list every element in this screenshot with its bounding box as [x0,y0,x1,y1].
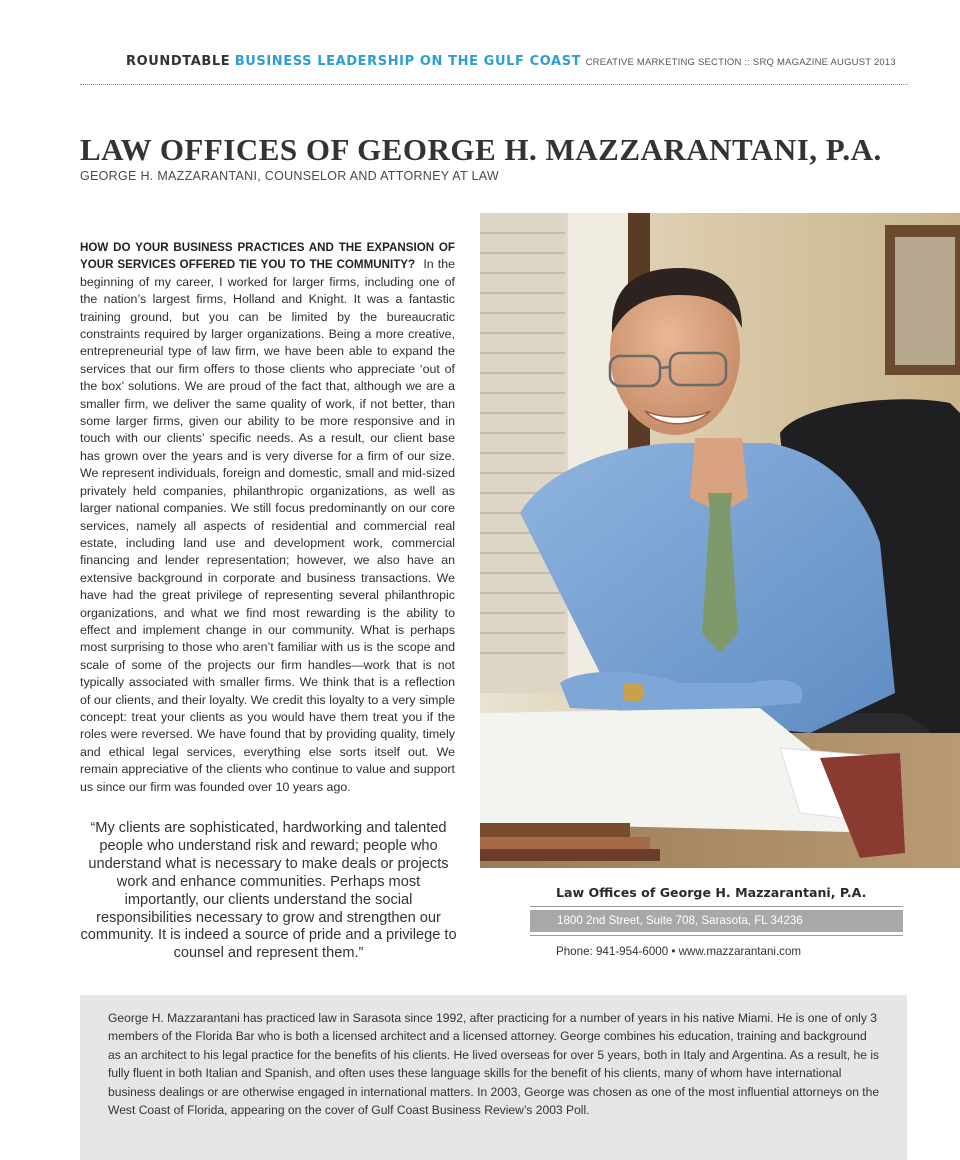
article-subtitle: GEORGE H. MAZZARANTANI, COUNSELOR AND ATTORNEY AT LAW [80,169,499,183]
portrait-photo [480,213,960,868]
bio-box [80,995,907,1160]
phone-website: Phone: 941-954-6000 • www.mazzarantani.com [556,945,802,958]
contact-firm-name: Law Offices of George H. Mazzarantani, P.A. [556,885,867,900]
section-topic: BUSINESS LEADERSHIP ON THE GULF COAST [234,54,582,69]
publication-info: CREATIVE MARKETING SECTION :: SRQ MAGAZINE AUGUST 2013 [585,57,896,68]
pull-quote: “My clients are sophisticated, hardworking and talented people who understand risk and reward; people who understand what is necessary to make deals or projects work and enhance communities. Perhaps most importantly, our clients understand the social responsibilities necessary to grow and strengthen our community. It is indeed a source of pride and a privilege to counsel and represent them.” [80,820,457,962]
interview-question: HOW DO YOUR BUSINESS PRACTICES AND THE EXPANSION OF YOUR SERVICES OFFERED TIE YOU TO THE COMMUNITY? [80,241,455,272]
article-body [80,239,455,796]
bio-text: George H. Mazzarantani has practiced law in Sarasota since 1992, after practicing for a number of years in his native Miami. He is one of only 3 members of the Florida Bar who is both a licensed architect and a licensed attorney. George combines his education, training and background as an architect to his legal practice for the benefits of his clients. He lived overseas for over 5 years, both in Italy and Argentina. As a result, he is fully fluent in both Italian and Spanish, and often uses these language skills for the benefit of his clients, many of whom have international business dealings or are otherwise engaged in international matters. In 2003, George was chosen as one of the most influential attorneys on the West Coast of Florida, appearing on the cover of Gulf Coast Business Review’s 2003 Poll. [108,1011,880,1118]
firm-address: 1800 2nd Street, Suite 708, Sarasota, FL 34236 [530,910,903,932]
page-header [126,52,896,70]
address-bar [530,906,903,936]
header-divider [80,84,908,85]
interview-answer: In the beginning of my career, I worked for larger firms, including one of the nation’s largest firms, Holland and Knight. It was a fantastic training ground, but you can be limited by the bureaucratic constraints required by larger organizations. Being a more creative, entrepreneurial type of law firm, we have been able to expand the services that our firm offers to those clients who appreciate ‘out of the box’ solutions. We are proud of the fact that, although we are a smaller firm, we deliver the same quality of work, if not better, than some larger firms, given our ability to be more responsive and in touch with our clients’ specific needs. As a result, our client base has grown over the years and is very diverse for a firm of our size. We represent individuals, foreign and domestic, small and mid-sized privately held companies, philanthropic organizations, as well as larger national companies. We still focus predominantly on our core services, namely all aspects of residential and commercial real estate, including land use and development work, commercial financing and lender representation; however, we also have an extensive background in corporate and business transactions. We have had the great privilege of representing several philanthropic organizations, and what we find most rewarding is the ability to effect and implement change in our community. What is perhaps most surprising to those who aren’t familiar with us is the scope and scale of some of the projects our firm handles—work that is not typically associated with smaller firms. We think that is a reflection of our clients, and their loyalty. We credit this loyalty to a very simple concept: treat your clients as you would have them treat you if the roles were reversed. We have found that by providing quality, timely and ethical legal services, everything else sorts itself out. We remain appreciative of the clients who continue to value and support us since our firm was founded over 10 years ago. [80,257,455,794]
section-label: ROUNDTABLE [126,54,231,69]
article-title: LAW OFFICES OF GEORGE H. MAZZARANTANI, P.A. [80,132,882,167]
